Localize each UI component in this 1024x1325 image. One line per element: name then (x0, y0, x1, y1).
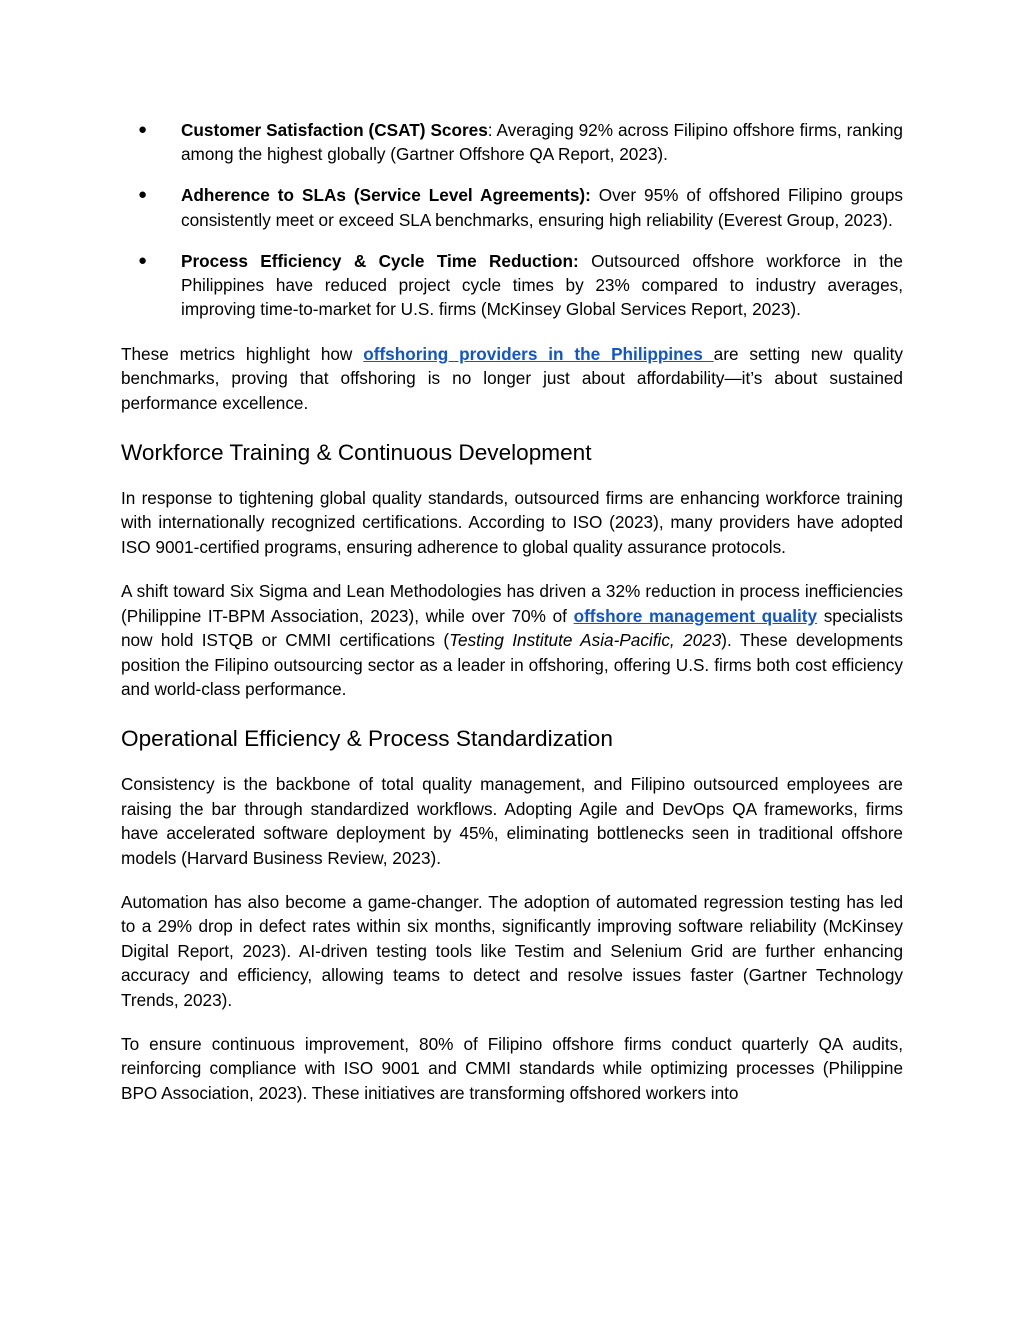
intro-text-after: are setting new quality benchmarks, proving that offshoring is no longer just about affordability—it’s about sustained performance excellence. (121, 343, 903, 413)
operational-paragraph-3: To ensure continuous improvement, 80% of Filipino offshore firms conduct quarterly QA audits, reinforcing compliance with ISO 9001 and CMMI standards while optimizing processes (Philippine BPO Association, 2023). These initiatives are transforming offshored workers into (121, 1033, 903, 1103)
workforce-paragraph-2 (121, 579, 903, 701)
metrics-list (121, 118, 903, 322)
bullet-icon: ● (138, 121, 148, 138)
intro-text-before: These metrics highlight how (121, 343, 364, 364)
list-item-body: Over 95% of offshored Filipino groups consistently meet or exceed SLA benchmarks, ensuring high reliability (Everest Group, 2023). (181, 185, 903, 230)
list-item-title: Customer Satisfaction (CSAT) Scores (181, 120, 488, 140)
intro-paragraph (121, 342, 903, 415)
list-item-body: : Averaging 92% across Filipino offshore firms, ranking among the highest globally (Gartner Offshore QA Report, 2023). (181, 120, 903, 165)
list-item-text (181, 118, 903, 167)
list-item (121, 183, 903, 232)
list-item-body: Outsourced offshore workforce in the Philippines have reduced project cycle times by 23% compared to industry averages, improving time-to-market for U.S. firms (McKinsey Global Services Report, 2023). (181, 250, 903, 320)
list-item-title: Adherence to SLAs (Service Level Agreements): (181, 185, 591, 206)
section-heading-operational: Operational Efficiency & Process Standardization (121, 726, 613, 752)
workforce-citation: Testing Institute Asia-Pacific, 2023 (449, 630, 722, 651)
workforce-paragraph-1: In response to tightening global quality standards, outsourced firms are enhancing workforce training with internationally recognized certifications. According to ISO (2023), many providers have adopted ISO 9001-certified programs, ensuring adherence to global quality assurance protocols. (121, 488, 903, 557)
bullet-icon: ● (138, 251, 148, 269)
list-item-text (181, 249, 903, 322)
list-item-text (181, 183, 903, 232)
workforce-text-after: ). These developments position the Filipino outsourcing sector as a leader in offshoring, offering U.S. firms both cost efficiency and world-class performance. (121, 630, 903, 699)
operational-paragraph-1: Consistency is the backbone of total quality management, and Filipino outsourced employees are raising the bar through standardized workflows. Adopting Agile and DevOps QA frameworks, firms have accelerated software deployment by 45%, eliminating bottlenecks seen in traditional offshore models (Harvard Business Review, 2023). (121, 774, 903, 868)
bullet-icon: ● (138, 186, 148, 204)
workforce-text-before: A shift toward Six Sigma and Lean Methodologies has driven a 32% reduction in process inefficiencies (Philippine IT-BPM Association, 2023), while over 70% of (121, 581, 903, 626)
operational-paragraph-2: Automation has also become a game-changer. The adoption of automated regression testing has led to a 29% drop in defect rates within six months, significantly improving software reliability (McKinsey Digital Report, 2023). AI-driven testing tools like Testim and Selenium Grid are further enhancing accuracy and efficiency, allowing teams to detect and resolve issues faster (Gartner Technology Trends, 2023). (121, 891, 903, 1010)
section-heading-workforce: Workforce Training & Continuous Development (121, 440, 592, 466)
list-item (121, 118, 903, 167)
offshoring-providers-link[interactable]: offshoring providers in the Philippines (363, 343, 714, 364)
workforce-text-middle: specialists now hold ISTQB or CMMI certifications ( (121, 605, 903, 651)
list-item (121, 249, 903, 322)
offshore-management-quality-link[interactable]: offshore management quality (573, 605, 818, 626)
list-item-title: Process Efficiency & Cycle Time Reduction: (181, 250, 579, 271)
document-page (121, 118, 903, 1105)
